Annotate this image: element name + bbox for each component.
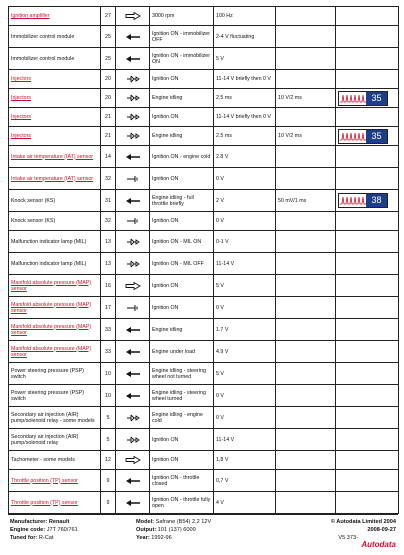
nominal-value: 2.8 V <box>214 146 276 168</box>
pin-number: 16 <box>101 275 116 297</box>
symbol-cell <box>116 275 150 297</box>
output-label: Output: <box>136 527 157 533</box>
component-name: Tachometer - some models <box>9 451 101 470</box>
table-row <box>9 108 399 127</box>
test-condition: Engine idling <box>150 89 214 108</box>
nominal-value: 0,7 V <box>214 470 276 492</box>
scope-setting <box>276 341 336 363</box>
table-row <box>9 297 399 319</box>
nominal-value: 1.7 V <box>214 319 276 341</box>
oscilloscope-cell <box>336 190 399 212</box>
symbol-cell <box>116 363 150 385</box>
nominal-value: 5 V <box>214 275 276 297</box>
scope-setting <box>276 319 336 341</box>
symbol-cell <box>116 212 150 231</box>
test-condition: Ignition ON - immobilizer ON <box>150 48 214 70</box>
table-row <box>9 168 399 190</box>
pin-number: 33 <box>101 319 116 341</box>
nominal-value: 11-14 V briefly then 0 V <box>214 70 276 89</box>
test-condition: Ignition ON <box>150 297 214 319</box>
footer-vehicle-middle <box>136 518 211 542</box>
table-row <box>9 89 399 108</box>
pin-number: 17 <box>101 297 116 319</box>
test-condition: Engine idling - steering wheel not turned <box>150 363 214 385</box>
pin-number: 21 <box>101 108 116 127</box>
nominal-value: 2 V <box>214 190 276 212</box>
hollow-arrow-right-icon <box>118 282 147 290</box>
test-condition: Ignition ON <box>150 275 214 297</box>
pin-number: 9 <box>101 492 116 514</box>
oscilloscope-cell <box>336 253 399 275</box>
ground-icon <box>118 217 147 225</box>
test-condition: Ignition ON - MIL ON <box>150 231 214 253</box>
pin-number: 5 <box>101 407 116 429</box>
oscilloscope-cell <box>336 212 399 231</box>
oscilloscope-cell <box>336 26 399 48</box>
nominal-value: 2.5 ms <box>214 89 276 108</box>
symbol-cell <box>116 407 150 429</box>
scope-setting <box>276 26 336 48</box>
waveform-number: 38 <box>366 194 387 207</box>
pin-number: 32 <box>101 168 116 190</box>
injector-icon <box>118 113 147 121</box>
hollow-arrow-right-icon <box>118 12 147 20</box>
injector-icon <box>118 414 147 422</box>
pin-number: 32 <box>101 212 116 231</box>
component-name: Malfunction indicator lamp (MIL) <box>9 231 101 253</box>
oscilloscope-cell <box>336 492 399 514</box>
waveform-reference-button[interactable] <box>338 193 388 208</box>
oscilloscope-cell <box>336 341 399 363</box>
table-row <box>9 385 399 407</box>
oscilloscope-cell <box>336 429 399 451</box>
nominal-value: 0-1 V <box>214 231 276 253</box>
scope-setting: 10 V/2 ms <box>276 89 336 108</box>
symbol-cell <box>116 297 150 319</box>
table-row <box>9 146 399 168</box>
scope-setting <box>276 407 336 429</box>
manufacturer-value: Renault <box>48 519 70 525</box>
scope-setting <box>276 168 336 190</box>
scope-setting: 50 mV/1 ms <box>276 190 336 212</box>
table-row <box>9 70 399 89</box>
component-link[interactable]: Injectors <box>9 70 101 89</box>
oscilloscope-cell <box>336 70 399 89</box>
pin-number: 10 <box>101 385 116 407</box>
component-link[interactable]: Manifold absolute pressure (MAP) sensor <box>9 297 101 319</box>
component-link[interactable]: Injectors <box>9 127 101 146</box>
oscilloscope-cell <box>336 146 399 168</box>
arrow-left-icon <box>118 348 147 356</box>
injector-icon <box>118 75 147 83</box>
pin-number: 9 <box>101 470 116 492</box>
model-label: Model: <box>136 519 155 525</box>
scope-setting <box>276 275 336 297</box>
scope-setting <box>276 108 336 127</box>
engine-code-value: J7T 760/761 <box>46 527 78 533</box>
table-row <box>9 363 399 385</box>
scope-setting <box>276 231 336 253</box>
test-condition: Engine idling - full throttle briefly <box>150 190 214 212</box>
symbol-cell <box>116 190 150 212</box>
test-condition: Engine idling <box>150 319 214 341</box>
component-name: Secondary air injection (AIR) pump/solenoid relay - some models <box>9 407 101 429</box>
version: V5.373- <box>338 535 358 541</box>
symbol-cell <box>116 168 150 190</box>
component-name: Immobilizer control module <box>9 48 101 70</box>
test-condition: Ignition ON - immobilizer OFF <box>150 26 214 48</box>
table-row <box>9 253 399 275</box>
injector-icon <box>118 132 147 140</box>
year-label: Year: <box>136 535 150 541</box>
table-row <box>9 127 399 146</box>
oscilloscope-cell <box>336 363 399 385</box>
arrow-left-icon <box>118 477 147 485</box>
table-row <box>9 231 399 253</box>
table-row <box>9 212 399 231</box>
nominal-value: 0 V <box>214 385 276 407</box>
component-name: Knock sensor (KS) <box>9 190 101 212</box>
pin-number: 14 <box>101 146 116 168</box>
symbol-cell <box>116 7 150 26</box>
component-link[interactable]: Injectors <box>9 89 101 108</box>
test-condition: Ignition ON <box>150 451 214 470</box>
pin-number: 27 <box>101 7 116 26</box>
output-value: 101 (137) 6000 <box>157 527 196 533</box>
component-link[interactable]: Injectors <box>9 108 101 127</box>
oscilloscope-cell <box>336 168 399 190</box>
nominal-value: 100 Hz <box>214 7 276 26</box>
manufacturer-label: Manufacturer: <box>10 519 48 525</box>
nominal-value: 1,8 V <box>214 451 276 470</box>
oscilloscope-cell <box>336 89 399 108</box>
oscilloscope-cell <box>336 470 399 492</box>
test-condition: Engine idling <box>150 127 214 146</box>
nominal-value: 2-4 V fluctuating <box>214 26 276 48</box>
test-condition: Engine under load <box>150 341 214 363</box>
nominal-value: 5 V <box>214 48 276 70</box>
scope-setting <box>276 492 336 514</box>
test-condition: Ignition ON - throttle closed <box>150 470 214 492</box>
table-row <box>9 48 399 70</box>
pin-number: 12 <box>101 451 116 470</box>
injector-icon <box>118 94 147 102</box>
injector-icon <box>118 238 147 246</box>
pin-number: 31 <box>101 190 116 212</box>
nominal-value: 11-14 V <box>214 253 276 275</box>
pin-number: 20 <box>101 70 116 89</box>
test-condition: Engine idling - steering wheel turned <box>150 385 214 407</box>
table-row <box>9 451 399 470</box>
symbol-cell <box>116 492 150 514</box>
ground-icon <box>118 304 147 312</box>
model-value: Safrane (B54) 2,2 12V <box>155 519 212 525</box>
scope-setting <box>276 146 336 168</box>
test-condition: Ignition ON - throttle fully open <box>150 492 214 514</box>
component-link[interactable]: Manifold absolute pressure (MAP) sensor <box>9 275 101 297</box>
symbol-cell <box>116 108 150 127</box>
footer-vehicle-left <box>10 518 78 542</box>
component-link[interactable]: Manifold absolute pressure (MAP) sensor <box>9 341 101 363</box>
component-link[interactable]: Manifold absolute pressure (MAP) sensor <box>9 319 101 341</box>
table-row <box>9 275 399 297</box>
table-row <box>9 429 399 451</box>
tuned-label: Tuned for: <box>10 535 38 541</box>
nominal-value: 5 V <box>214 363 276 385</box>
oscilloscope-cell <box>336 451 399 470</box>
pin-number: 21 <box>101 127 116 146</box>
component-name: Power steering pressure (PSP) switch <box>9 363 101 385</box>
oscilloscope-cell <box>336 7 399 26</box>
symbol-cell <box>116 429 150 451</box>
scope-setting <box>276 48 336 70</box>
scope-setting <box>276 451 336 470</box>
arrow-left-icon <box>118 153 147 161</box>
pin-number: 13 <box>101 231 116 253</box>
test-condition: Engine idling - engine cold <box>150 407 214 429</box>
pin-number: 25 <box>101 26 116 48</box>
tuned-value: R-Cat <box>38 535 54 541</box>
test-condition: Ignition ON - engine cold <box>150 146 214 168</box>
symbol-cell <box>116 127 150 146</box>
waveform-number: 35 <box>366 92 387 105</box>
table-row <box>9 492 399 514</box>
symbol-cell <box>116 470 150 492</box>
scope-setting <box>276 70 336 89</box>
component-name: Knock sensor (KS) <box>9 212 101 231</box>
component-link[interactable]: Intake air temperature (IAT) sensor <box>9 146 101 168</box>
nominal-value: 0 V <box>214 407 276 429</box>
scope-setting <box>276 253 336 275</box>
symbol-cell <box>116 253 150 275</box>
pin-number: 25 <box>101 48 116 70</box>
nominal-value: 11-14 V <box>214 429 276 451</box>
table-row <box>9 26 399 48</box>
table-row <box>9 7 399 26</box>
test-condition: Ignition ON <box>150 108 214 127</box>
test-condition: 3000 rpm <box>150 7 214 26</box>
arrow-left-icon <box>118 197 147 205</box>
table-row <box>9 319 399 341</box>
hollow-arrow-right-icon <box>118 456 147 464</box>
symbol-cell <box>116 341 150 363</box>
arrow-left-icon <box>118 326 147 334</box>
year-value: 1992-96 <box>151 535 172 541</box>
oscilloscope-cell <box>336 407 399 429</box>
oscilloscope-cell <box>336 297 399 319</box>
pin-number: 33 <box>101 341 116 363</box>
arrow-left-icon <box>118 55 147 63</box>
scope-setting <box>276 470 336 492</box>
component-link[interactable]: Intake air temperature (IAT) sensor <box>9 168 101 190</box>
oscilloscope-cell <box>336 231 399 253</box>
waveform-number: 35 <box>366 130 387 143</box>
symbol-cell <box>116 26 150 48</box>
nominal-value: 4.9 V <box>214 341 276 363</box>
component-link[interactable]: Ignition amplifier <box>9 7 101 26</box>
oscilloscope-cell <box>336 48 399 70</box>
arrow-left-icon <box>118 33 147 41</box>
autodata-logo: Autodata <box>361 540 396 549</box>
table-row <box>9 341 399 363</box>
ground-icon <box>118 175 147 183</box>
copyright: © Autodata Limited 2004 <box>330 519 396 525</box>
footer <box>8 514 398 551</box>
pin-number: 20 <box>101 89 116 108</box>
scope-setting <box>276 212 336 231</box>
scope-setting: 10 V/2 ms <box>276 127 336 146</box>
oscilloscope-cell <box>336 385 399 407</box>
pin-number: 10 <box>101 363 116 385</box>
engine-code-label: Engine code: <box>10 527 46 533</box>
pin-data-table <box>8 6 399 514</box>
arrow-left-icon <box>118 392 147 400</box>
table-row <box>9 407 399 429</box>
component-name: Immobilizer control module <box>9 26 101 48</box>
scope-setting <box>276 7 336 26</box>
scope-setting <box>276 363 336 385</box>
injector-icon <box>118 260 147 268</box>
scope-setting <box>276 429 336 451</box>
waveform-reference-button[interactable] <box>338 129 388 144</box>
component-name: Power steering pressure (PSP) switch <box>9 385 101 407</box>
test-condition: Ignition ON - MIL OFF <box>150 253 214 275</box>
scope-setting <box>276 297 336 319</box>
nominal-value: 11-14 V briefly then 0 V <box>214 108 276 127</box>
symbol-cell <box>116 385 150 407</box>
test-condition: Ignition ON <box>150 212 214 231</box>
symbol-cell <box>116 451 150 470</box>
nominal-value: 0 V <box>214 297 276 319</box>
oscilloscope-cell <box>336 275 399 297</box>
test-condition: Ignition ON <box>150 70 214 89</box>
injector-icon <box>118 436 147 444</box>
arrow-left-icon <box>118 499 147 507</box>
symbol-cell <box>116 231 150 253</box>
nominal-value: 2.5 ms <box>214 127 276 146</box>
component-name: Secondary air injection (AIR) pump/solenoid relay <box>9 429 101 451</box>
data-sheet <box>8 6 398 514</box>
test-condition: Ignition ON <box>150 429 214 451</box>
arrow-left-icon <box>118 370 147 378</box>
symbol-cell <box>116 48 150 70</box>
date: 2008-09-27 <box>367 527 396 533</box>
pin-number: 13 <box>101 253 116 275</box>
footer-publisher <box>331 518 396 542</box>
symbol-cell <box>116 89 150 108</box>
waveform-reference-button[interactable] <box>338 91 388 106</box>
component-link[interactable]: Throttle position (TP) sensor <box>9 470 101 492</box>
oscilloscope-cell <box>336 127 399 146</box>
oscilloscope-cell <box>336 108 399 127</box>
table-row <box>9 190 399 212</box>
nominal-value: 0 V <box>214 212 276 231</box>
scope-setting <box>276 385 336 407</box>
test-condition: Ignition ON <box>150 168 214 190</box>
symbol-cell <box>116 319 150 341</box>
pin-number: 5 <box>101 429 116 451</box>
symbol-cell <box>116 146 150 168</box>
symbol-cell <box>116 70 150 89</box>
nominal-value: 0 V <box>214 168 276 190</box>
nominal-value: 4 V <box>214 492 276 514</box>
component-name: Malfunction indicator lamp (MIL) <box>9 253 101 275</box>
oscilloscope-cell <box>336 319 399 341</box>
table-row <box>9 470 399 492</box>
component-link[interactable]: Throttle position (TP) sensor <box>9 492 101 514</box>
